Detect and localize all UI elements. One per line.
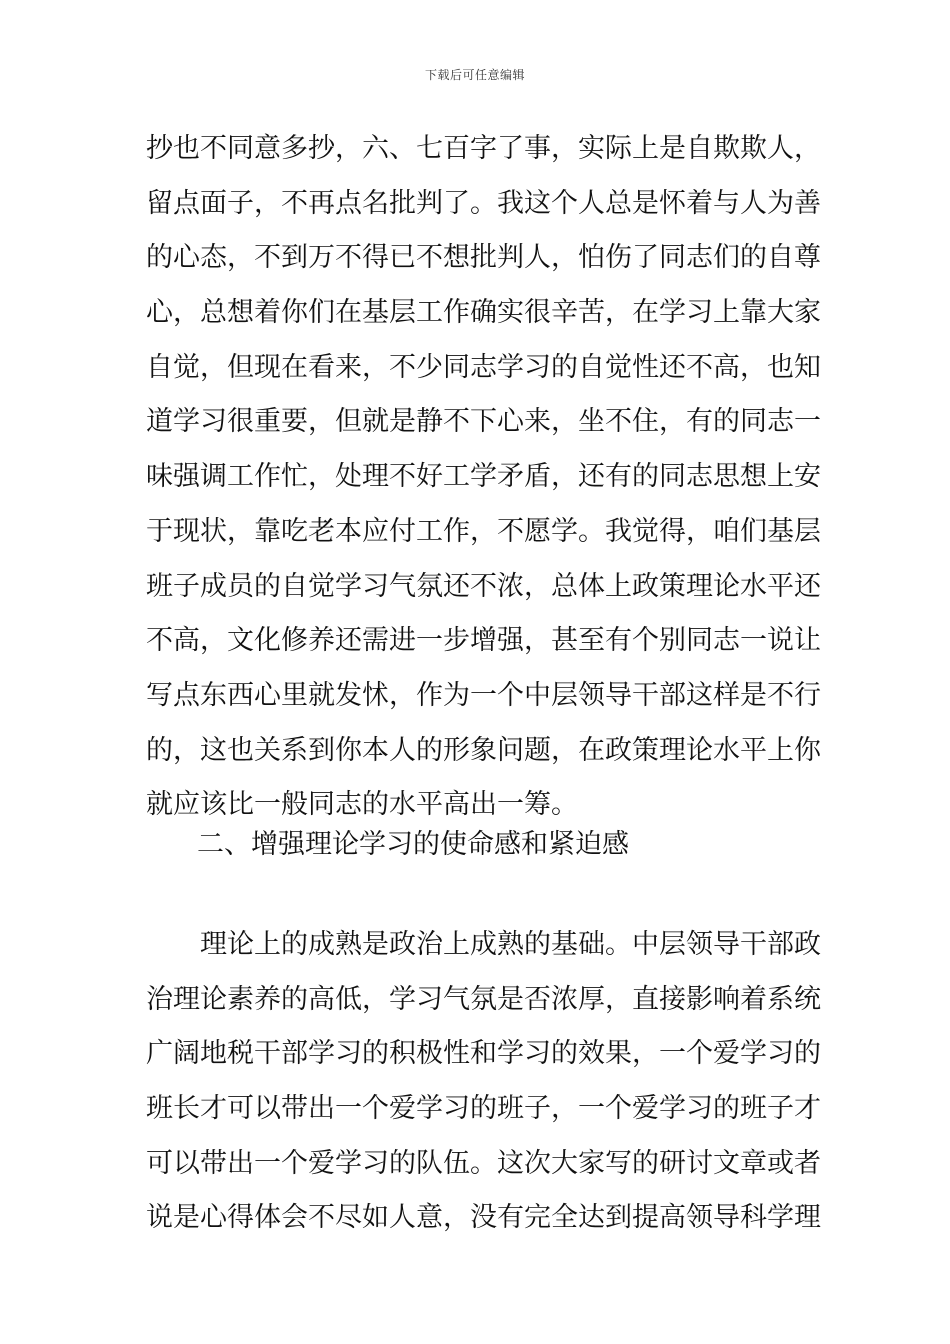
section-heading: 二、增强理论学习的使命感和紧迫感 — [197, 829, 629, 860]
paragraph-line: 理论上的成熟是政治上成熟的基础。中层领导干部政 — [146, 929, 821, 960]
paragraph-line: 广阔地税干部学习的积极性和学习的效果，一个爱学习的 — [146, 1038, 821, 1070]
paragraph-line: 班长才可以带出一个爱学习的班子，一个爱学习的班子才 — [146, 1093, 821, 1125]
body-paragraph-1 — [146, 122, 821, 833]
paragraph-line: 抄也不同意多抄，六、七百字了事，实际上是自欺欺人， — [146, 133, 821, 164]
paragraph-line: 说是心得体会不尽如人意，没有完全达到提高领导科学理 — [146, 1202, 821, 1234]
paragraph-line: 道学习很重要，但就是静不下心来，坐不住，有的同志一 — [146, 406, 821, 438]
paragraph-line: 自觉，但现在看来，不少同志学习的自觉性还不高，也知 — [146, 351, 821, 383]
paragraph-line: 治理论素养的高低，学习气氛是否浓厚，直接影响着系统 — [146, 983, 821, 1015]
paragraph-line: 的，这也关系到你本人的形象问题，在政策理论水平上你 — [146, 734, 821, 766]
page-header: 下载后可任意编辑 — [424, 68, 525, 82]
paragraph-line: 留点面子，不再点名批判了。我这个人总是怀着与人为善 — [146, 187, 821, 219]
paragraph-line: 的心态，不到万不得已不想批判人，怕伤了同志们的自尊 — [146, 242, 821, 274]
body-paragraph-2 — [146, 918, 821, 1246]
paragraph-line: 可以带出一个爱学习的队伍。这次大家写的研讨文章或者 — [146, 1147, 821, 1179]
paragraph-line: 心，总想着你们在基层工作确实很辛苦，在学习上靠大家 — [146, 297, 821, 329]
paragraph-line: 就应该比一般同志的水平高出一筹。 — [146, 789, 578, 821]
paragraph-line: 写点东西心里就发怵，作为一个中层领导干部这样是不行 — [146, 679, 821, 711]
paragraph-line: 于现状，靠吃老本应付工作，不愿学。我觉得，咱们基层 — [146, 515, 821, 547]
paragraph-line: 不高，文化修养还需进一步增强，甚至有个别同志一说让 — [146, 625, 821, 657]
paragraph-line: 班子成员的自觉学习气氛还不浓，总体上政策理论水平还 — [146, 570, 821, 602]
paragraph-line: 味强调工作忙，处理不好工学矛盾，还有的同志思想上安 — [146, 461, 821, 493]
